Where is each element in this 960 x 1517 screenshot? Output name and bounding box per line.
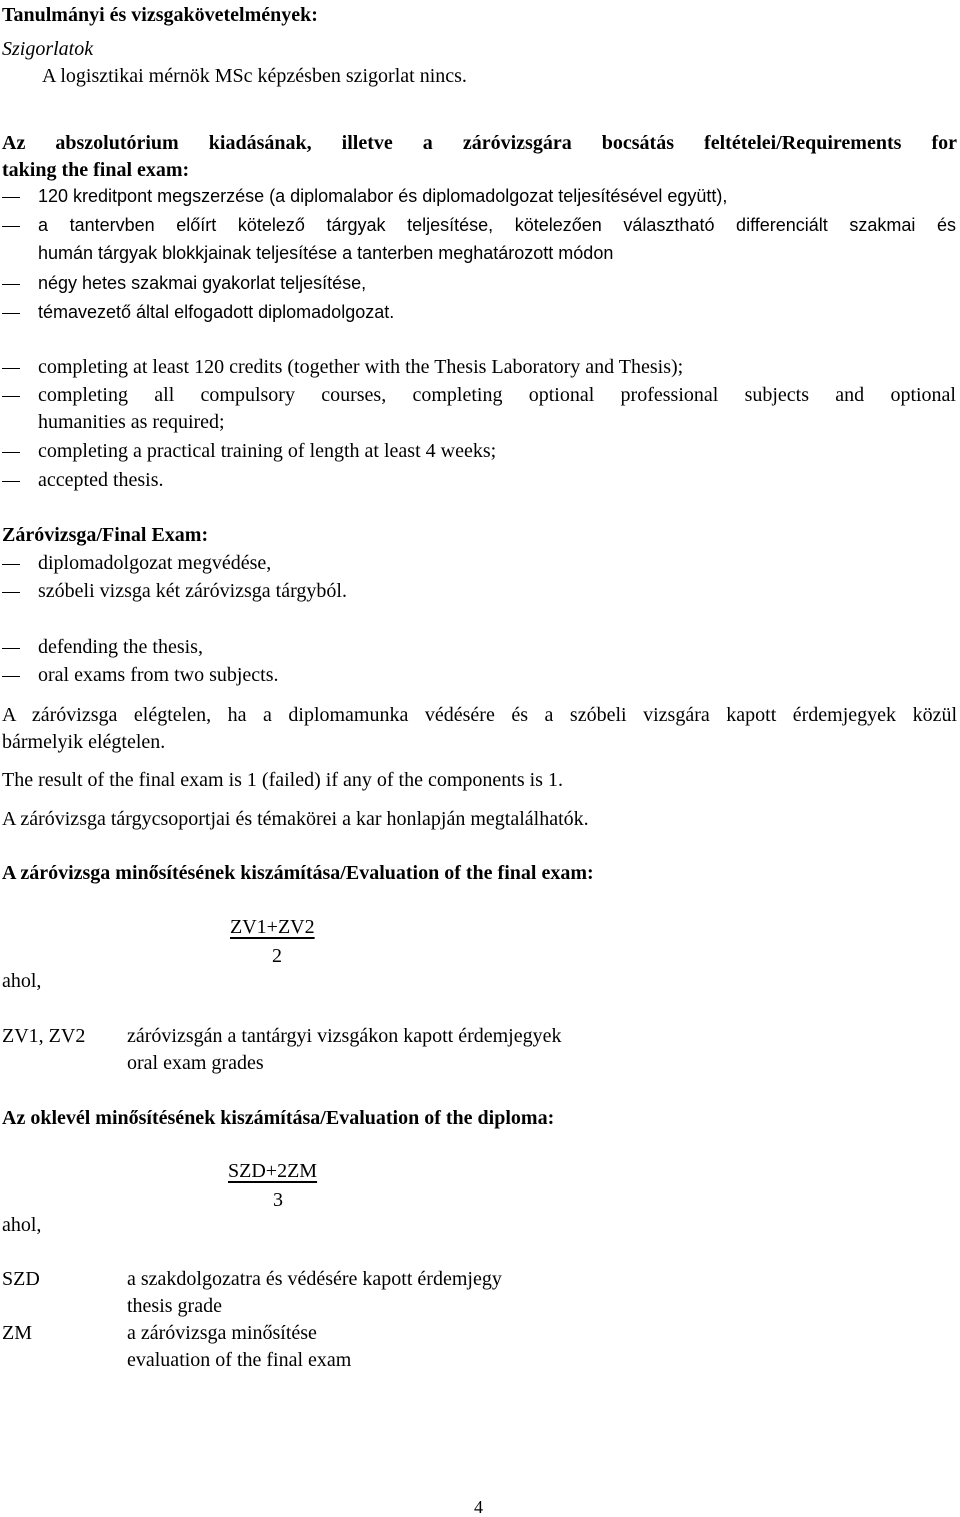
formula-term: SZD <box>2 1268 40 1290</box>
list-item-continuation: humán tárgyak blokkjainak teljesítése a tanterben meghatározott módon <box>38 243 614 263</box>
dash-icon <box>2 592 20 593</box>
dash-icon <box>2 313 20 314</box>
term-description: thesis grade <box>127 1295 222 1317</box>
formula-term: ZM <box>2 1322 32 1344</box>
diploma-eval-title: Az oklevél minősítésének kiszámítása/Evaluation of the diploma: <box>2 1107 555 1129</box>
formula-numerator: ZV1+ZV2 <box>230 916 315 938</box>
list-item: completing at least 120 credits (together with the Thesis Laboratory and Thesis); <box>38 356 684 378</box>
paragraph: The result of the final exam is 1 (failed) if any of the components is 1. <box>2 769 563 791</box>
final-eval-title: A záróvizsga minősítésének kiszámítása/Evaluation of the final exam: <box>2 862 594 884</box>
paragraph-line: A záróvizsga elégtelen, ha a diplomamunka védésére és a szóbeli vizsgára kapott érdemjegyek közül <box>2 704 957 726</box>
paragraph-line: bármelyik elégtelen. <box>2 731 166 753</box>
term-description: a záróvizsga minősítése <box>127 1322 317 1344</box>
list-item: defending the thesis, <box>38 636 203 658</box>
dash-icon <box>2 676 20 677</box>
dash-icon <box>2 452 20 453</box>
term-description: a szakdolgozatra és védésére kapott érdemjegy <box>127 1268 502 1290</box>
list-item: témavezető által elfogadott diplomadolgozat. <box>38 302 395 322</box>
list-item-continuation: humanities as required; <box>38 411 225 433</box>
formula-denominator: 3 <box>273 1189 283 1211</box>
list-item: 120 kreditpont megszerzése (a diplomalabor és diplomadolgozat teljesítésével együtt), <box>38 186 728 206</box>
dash-icon <box>2 226 20 227</box>
list-item: accepted thesis. <box>38 469 164 491</box>
szigorlat-text: A logisztikai mérnök MSc képzésben szigorlat nincs. <box>42 65 467 87</box>
dash-icon <box>2 648 20 649</box>
requirements-title-line1: Az abszolutórium kiadásának, illetve a záróvizsgára bocsátás feltételei/Requirements for <box>2 132 957 154</box>
page-number: 4 <box>474 1497 483 1517</box>
dash-icon <box>2 197 20 198</box>
szigorlat-title: Szigorlatok <box>2 38 94 60</box>
paragraph: A záróvizsga tárgycsoportjai és témakörei a kar honlapján megtalálhatók. <box>2 808 589 830</box>
list-item: diplomadolgozat megvédése, <box>38 552 272 574</box>
formula-numerator: SZD+2ZM <box>228 1160 318 1182</box>
dash-icon <box>2 284 20 285</box>
term-description: oral exam grades <box>127 1052 264 1074</box>
dash-icon <box>2 368 20 369</box>
list-item: a tantervben előírt kötelező tárgyak teljesítése, kötelezően választható differenciált szakmai és <box>38 215 956 235</box>
requirements-title-line2: taking the final exam: <box>2 159 190 181</box>
dash-icon <box>2 481 20 482</box>
list-item: szóbeli vizsga két záróvizsga tárgyból. <box>38 580 347 602</box>
page-heading: Tanulmányi és vizsgakövetelmények: <box>2 4 318 26</box>
term-description: evaluation of the final exam <box>127 1349 352 1371</box>
list-item: négy hetes szakmai gyakorlat teljesítése, <box>38 273 367 293</box>
list-item: completing all compulsory courses, completing optional professional subjects and optional <box>38 384 956 406</box>
list-item: completing a practical training of length at least 4 weeks; <box>38 440 497 462</box>
list-item: oral exams from two subjects. <box>38 664 279 686</box>
ahol-label: ahol, <box>2 970 42 992</box>
dash-icon <box>2 396 20 397</box>
formula-denominator: 2 <box>272 945 282 967</box>
term-description: záróvizsgán a tantárgyi vizsgákon kapott érdemjegyek <box>127 1025 562 1047</box>
final-exam-title: Záróvizsga/Final Exam: <box>2 524 209 546</box>
ahol-label: ahol, <box>2 1214 42 1236</box>
dash-icon <box>2 564 20 565</box>
formula-term: ZV1, ZV2 <box>2 1025 86 1047</box>
